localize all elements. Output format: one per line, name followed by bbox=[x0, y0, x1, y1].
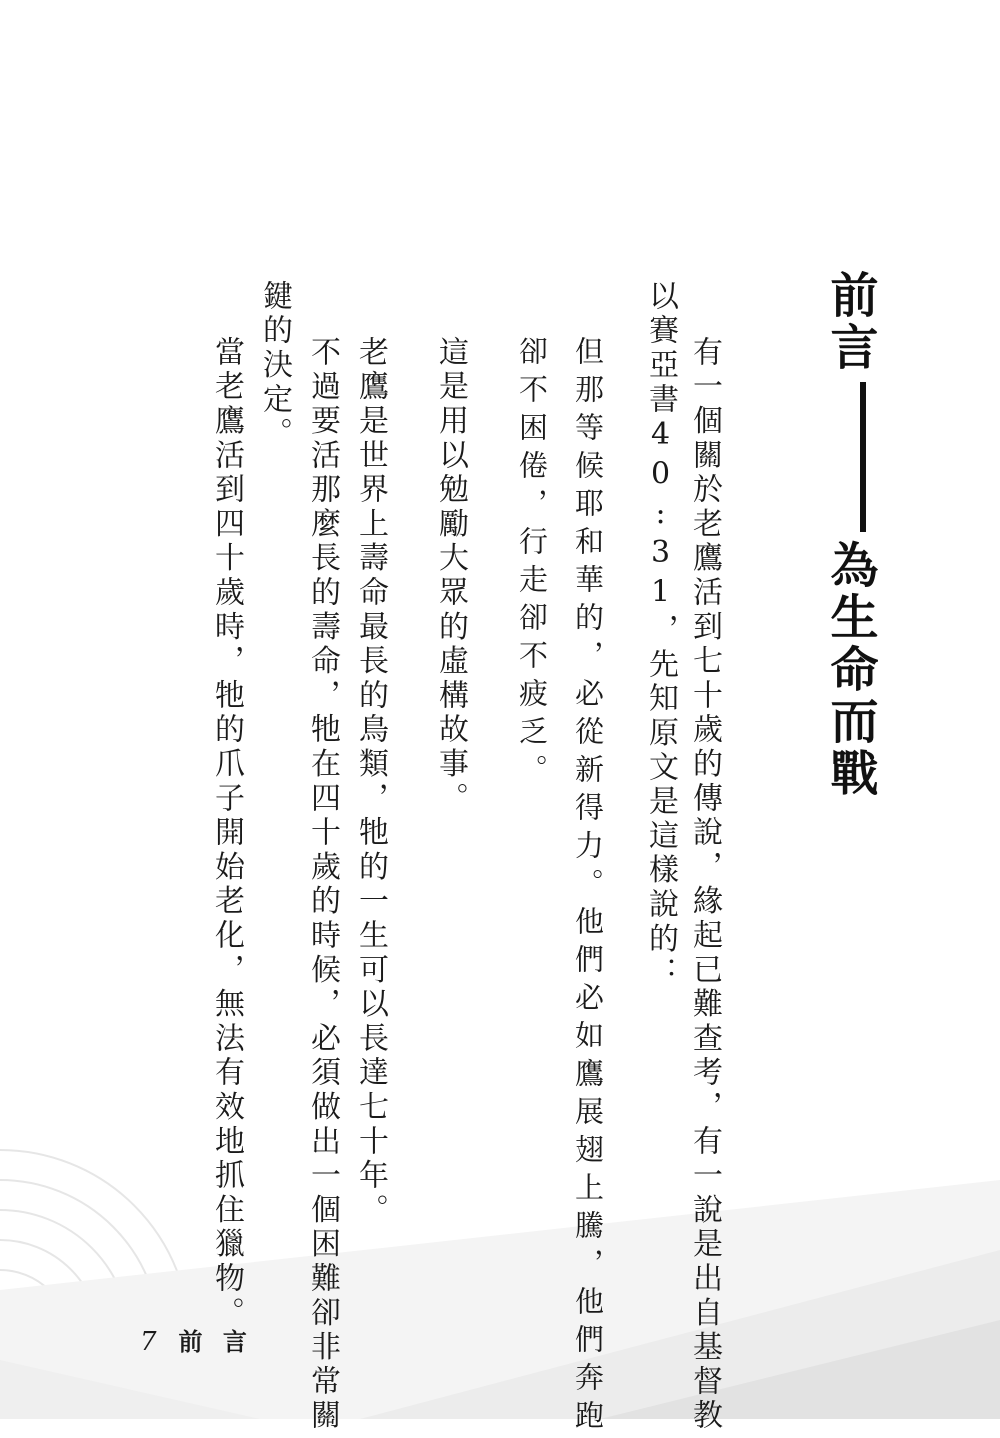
chapter-title bbox=[816, 270, 887, 800]
page-footer bbox=[140, 1322, 253, 1357]
chapter-title-part2: 為生命而戰 bbox=[822, 540, 878, 800]
chapter-title-part1: 前言 bbox=[822, 270, 878, 374]
paragraph-line: 這是用以勉勵大眾的虛構故事。 bbox=[433, 336, 468, 817]
paragraph-line: 當老鷹活到四十歲時，牠的爪子開始老化，無法有效地抓住獵物。 bbox=[209, 336, 244, 1331]
title-dash bbox=[860, 382, 866, 532]
paragraph-line: 老鷹是世界上壽命最長的鳥類，牠的一生可以長達七十年。 bbox=[353, 336, 388, 1228]
scripture-quote-line: 卻不困倦，行走卻不疲乏。 bbox=[515, 336, 549, 792]
running-header-label: 前 言 bbox=[178, 1328, 253, 1356]
paragraph-line: 以賽亞書40:31，先知原文是這樣說的： bbox=[643, 280, 678, 991]
paragraph-line: 有一個關於老鷹活到七十歲的傳說，緣起已難查考，有一說是出自基督教 bbox=[687, 336, 722, 1434]
paragraph-line: 不過要活那麼長的壽命，牠在四十歲的時候，必須做出一個困難卻非常關 bbox=[305, 336, 340, 1434]
page-number: 7 bbox=[140, 1327, 163, 1357]
scripture-quote-line: 但那等候耶和華的，必從新得力。他們必如鷹展翅上騰，他們奔跑 bbox=[571, 336, 605, 1438]
paragraph-line: 鍵的決定。 bbox=[257, 280, 292, 452]
